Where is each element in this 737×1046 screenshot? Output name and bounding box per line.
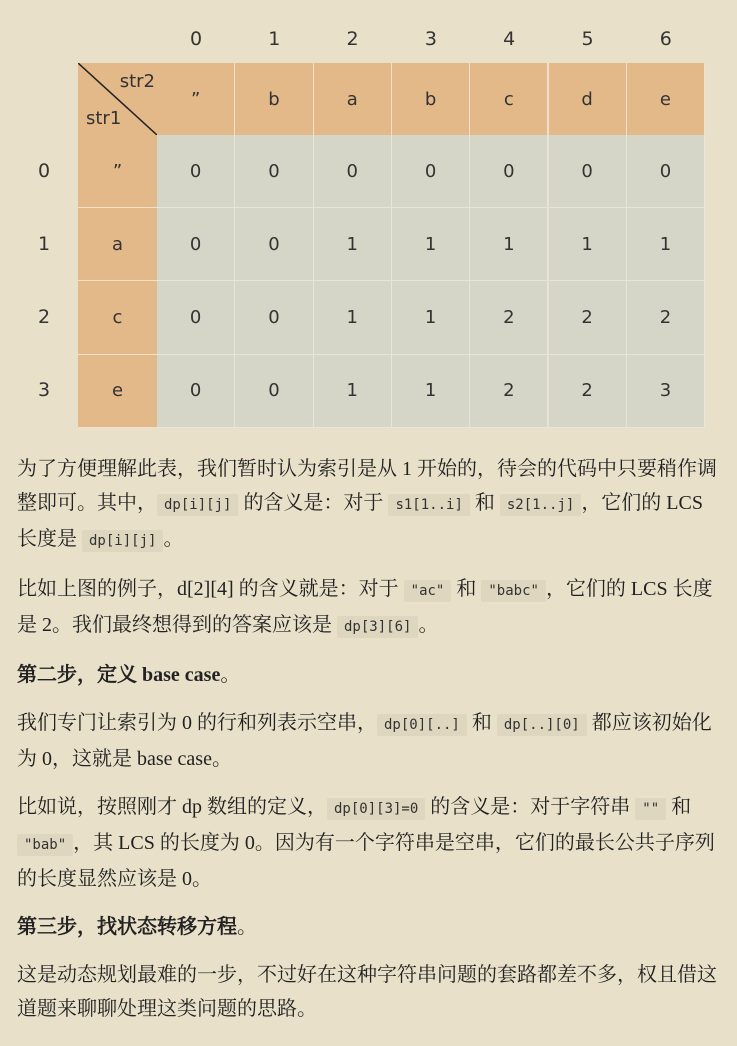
dp-value-cell: 0 <box>235 135 313 208</box>
dp-value-cell: 1 <box>314 208 392 281</box>
str2-header-cell: c <box>470 63 548 135</box>
dp-value-cell: 2 <box>470 355 548 428</box>
str2-header-cell: b <box>392 63 470 135</box>
column-index: 3 <box>424 28 437 50</box>
dp-value-cell: 0 <box>235 208 313 281</box>
column-index: 6 <box>659 28 672 50</box>
str2-header-cell: e <box>627 63 705 135</box>
dp-value-cell: 0 <box>235 281 313 354</box>
dp-table-figure <box>0 0 737 440</box>
dp-value-cell: 2 <box>549 281 627 354</box>
article-body <box>17 452 717 1040</box>
corner-str2-label: str2 <box>119 71 155 92</box>
row-index: 1 <box>37 232 51 255</box>
dp-value-cell: 0 <box>470 135 548 208</box>
str1-header-cell: ” <box>78 135 157 208</box>
dp-value-cell: 0 <box>549 135 627 208</box>
str2-header-cell: ” <box>157 63 235 135</box>
column-index: 2 <box>346 28 359 50</box>
paragraph-1: 为了方便理解此表，我们暂时认为索引是从 1 开始的，待会的代码中只要稍作调整即可。其中， dp[i][j] 的含义是：对于 s1[1..i] 和 s2[1..j] ，它们的 LCS 长度是 dp[i][j] 。 <box>17 458 717 550</box>
dp-value-cell: 0 <box>157 208 235 281</box>
dp-value-cell: 0 <box>627 135 705 208</box>
dp-value-cell: 2 <box>470 281 548 354</box>
paragraph-2: 比如上图的例子，d[2][4] 的含义就是：对于 "ac" 和 "babc" ，它们的 LCS 长度是 2。我们最终想得到的答案应该是 dp[3][6] 。 <box>17 578 713 636</box>
dp-value-cell: 1 <box>470 208 548 281</box>
step-2-heading: 第二步，定义 base case。 <box>17 664 241 686</box>
dp-value-cell: 0 <box>235 355 313 428</box>
dp-value-cell: 2 <box>627 281 705 354</box>
str2-header-cell: d <box>549 63 627 135</box>
dp-value-cell: 1 <box>392 208 470 281</box>
str2-header-cell: a <box>314 63 392 135</box>
row-index: 3 <box>37 379 51 402</box>
column-index: 0 <box>189 28 203 50</box>
str1-header-cell: c <box>78 281 157 354</box>
dp-value-cell: 1 <box>627 208 705 281</box>
dp-value-cell: 1 <box>549 208 627 281</box>
dp-value-cell: 1 <box>314 281 392 354</box>
dp-value-cell: 1 <box>392 355 470 428</box>
dp-value-cell: 0 <box>392 135 470 208</box>
column-index: 5 <box>581 28 594 50</box>
dp-value-cell: 1 <box>392 281 470 354</box>
str1-header-cell: e <box>78 355 157 428</box>
row-index: 2 <box>37 306 51 328</box>
column-index: 1 <box>268 28 281 50</box>
corner-str1-label: str1 <box>86 108 122 129</box>
dp-value-cell: 1 <box>314 355 392 428</box>
dp-value-cell: 0 <box>157 355 235 428</box>
paragraph-5: 这是动态规划最难的一步，不过好在这种字符串问题的套路都差不多，权且借这道题来聊聊处理这类问题的思路。 <box>17 964 717 1020</box>
paragraph-4: 比如说，按照刚才 dp 数组的定义， dp[0][3]=0 的含义是：对于字符串 "" 和 "bab" ，其 LCS 的长度为 0。因为有一个字符串是空串，它们的最长公共子序列的长度显然应该是 0。 <box>17 796 715 890</box>
str1-header-cell: a <box>78 208 157 281</box>
dp-value-cell: 0 <box>157 135 235 208</box>
table-corner <box>78 63 157 135</box>
row-index: 0 <box>37 159 51 182</box>
dp-value-cell: 0 <box>157 281 235 354</box>
dp-value-cell: 0 <box>314 135 392 208</box>
column-index: 4 <box>503 28 516 50</box>
dp-value-cell: 2 <box>549 355 627 428</box>
dp-value-cell: 3 <box>627 355 705 428</box>
paragraph-3: 我们专门让索引为 0 的行和列表示空串， dp[0][..] 和 dp[..][0] 都应该初始化为 0，这就是 base case。 <box>17 712 712 770</box>
step-3-heading: 第三步，找状态转移方程。 <box>17 916 257 938</box>
str2-header-cell: b <box>235 63 313 135</box>
